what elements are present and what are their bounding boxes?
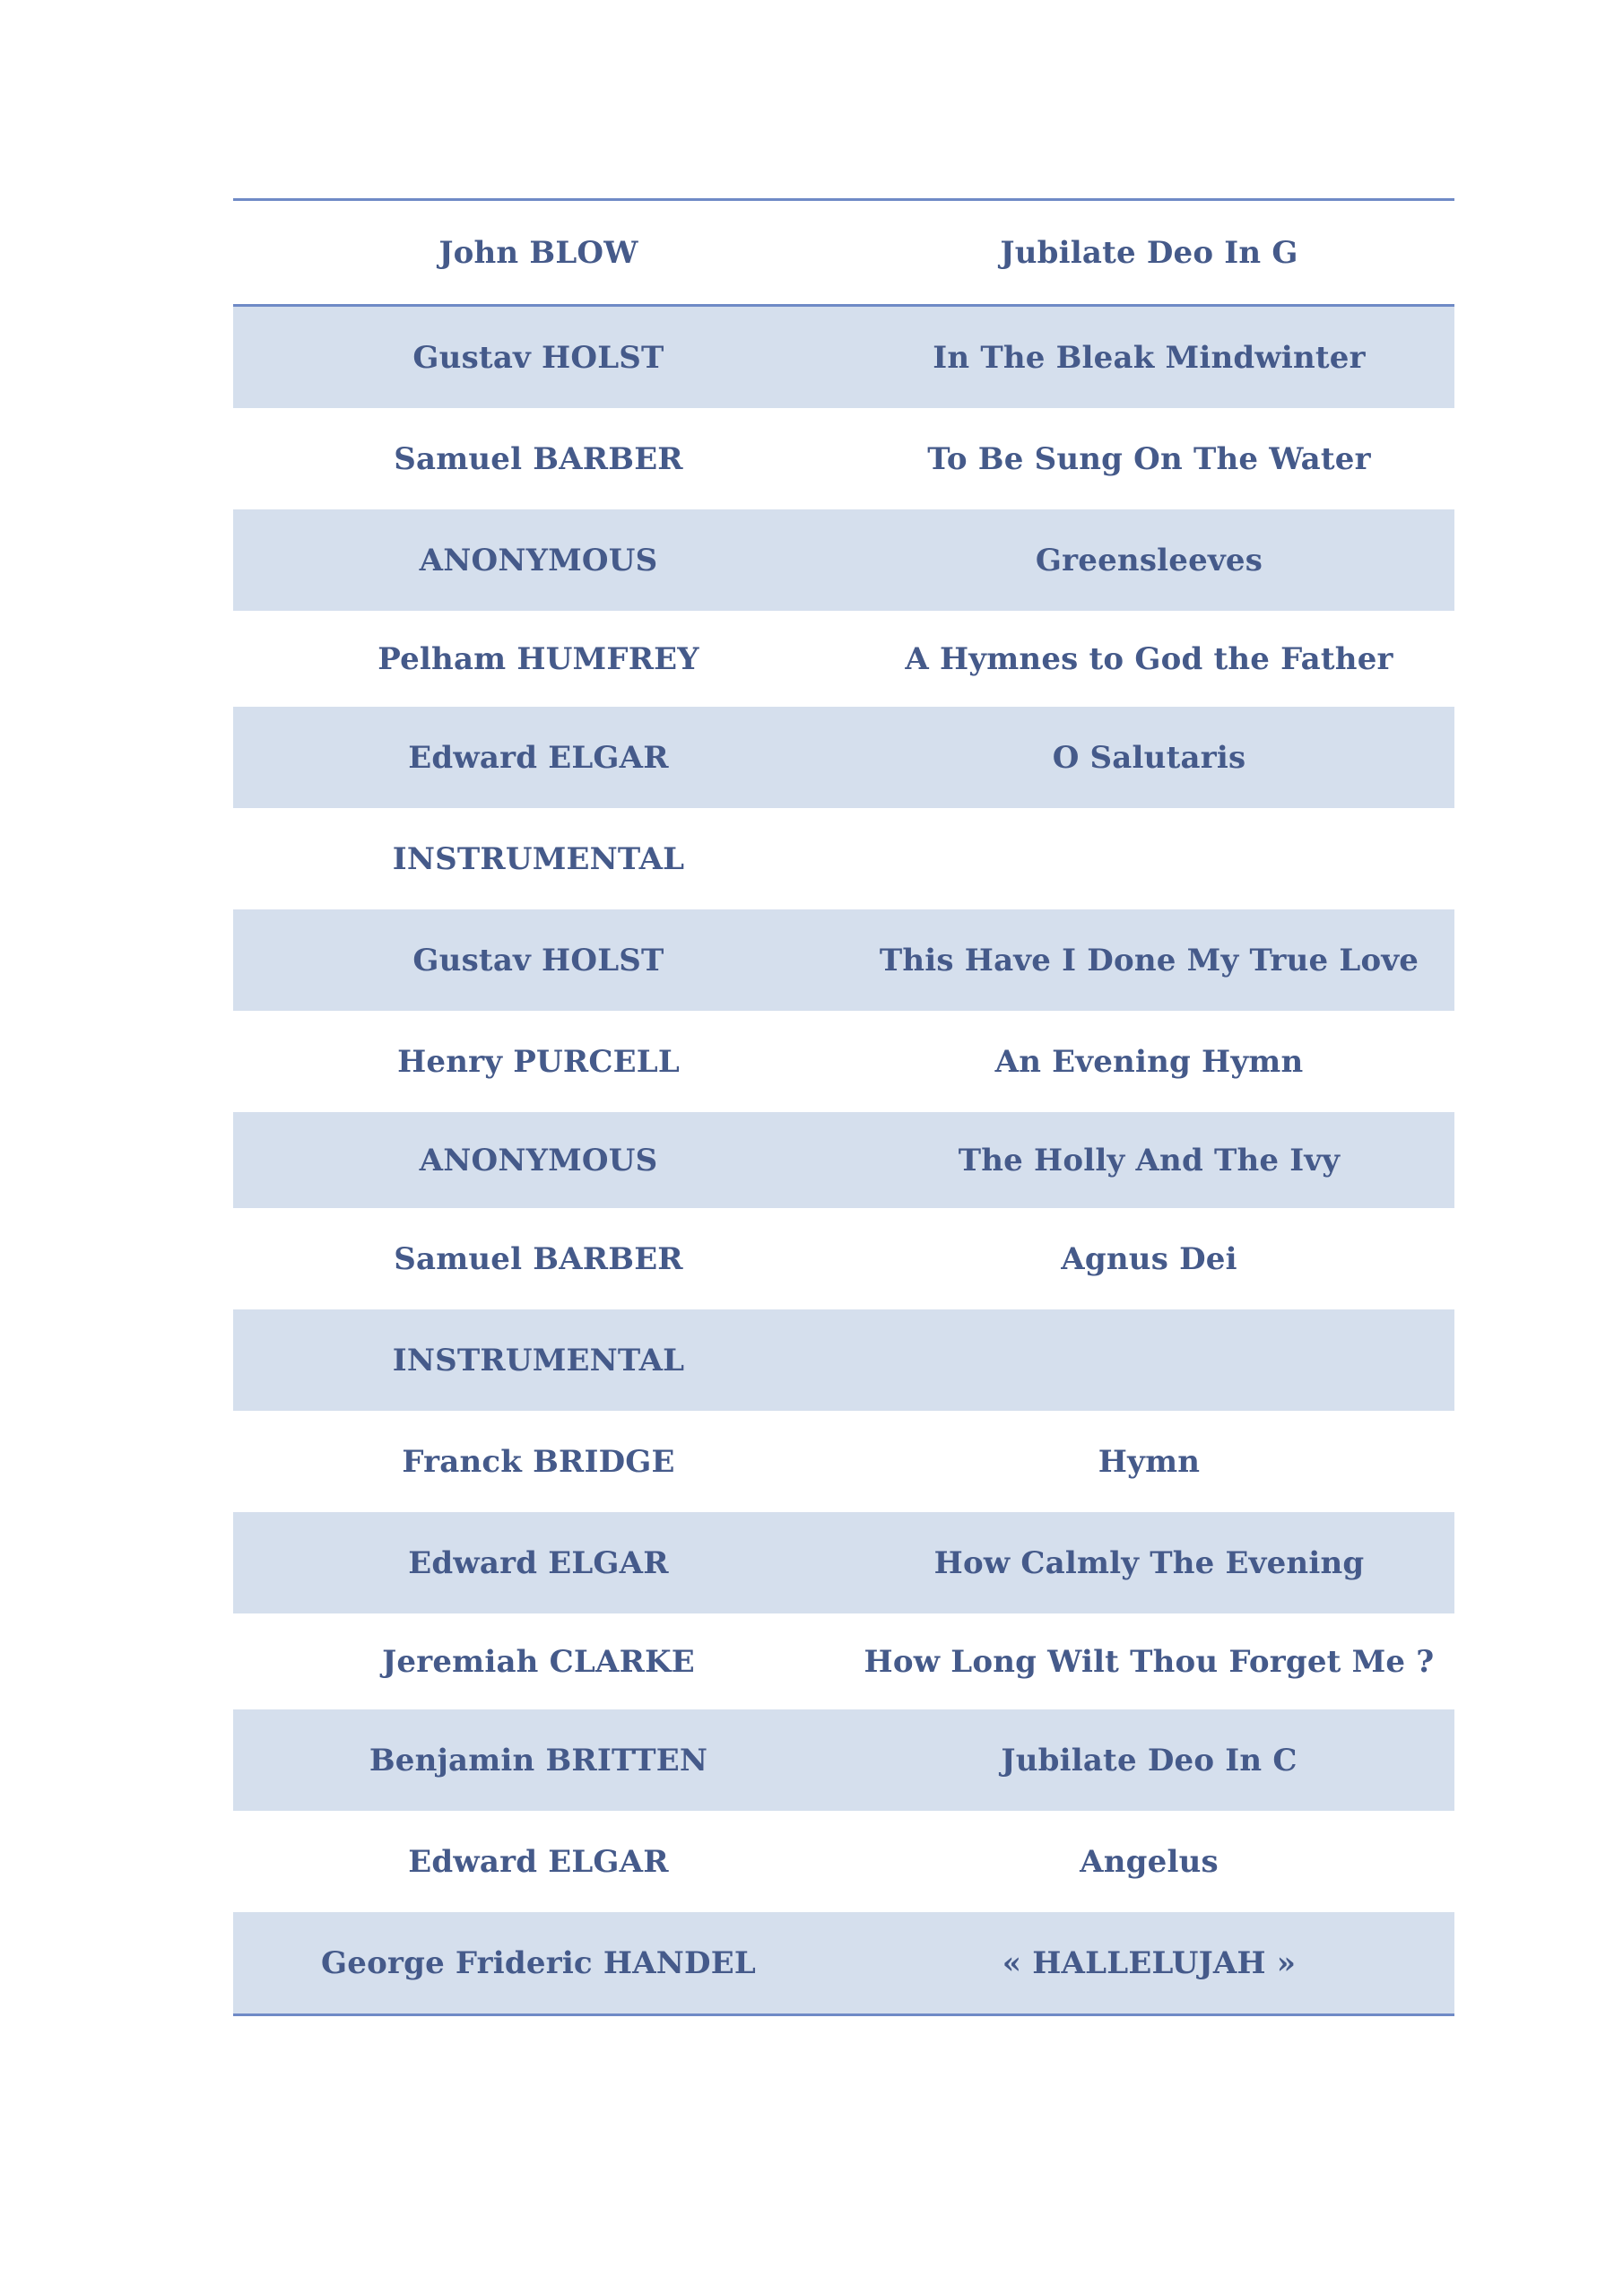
table-row (233, 1912, 1454, 2015)
table-row (233, 200, 1454, 306)
work-cell: How Calmly The Evening (844, 1512, 1454, 1613)
composer-cell: ANONYMOUS (233, 1112, 844, 1208)
work-cell (844, 808, 1454, 909)
composer-cell: ANONYMOUS (233, 509, 844, 611)
work-cell: Hymn (1098, 1443, 1201, 1480)
composer-cell: Henry PURCELL (397, 1043, 680, 1080)
table-row (233, 1011, 1454, 1112)
composer-cell: Jeremiah CLARKE (382, 1643, 695, 1680)
table-row (233, 408, 1454, 509)
table-row (233, 611, 1454, 707)
table-row (233, 1112, 1454, 1208)
work-cell: « HALLELUJAH » (844, 1912, 1454, 2015)
work-cell: A Hymnes to God the Father (905, 640, 1393, 677)
composer-cell: Edward ELGAR (408, 1843, 669, 1880)
composer-cell: Edward ELGAR (233, 1512, 844, 1613)
composer-cell: Samuel BARBER (394, 1240, 683, 1277)
table-row (233, 1208, 1454, 1309)
composer-cell: INSTRUMENTAL (392, 840, 685, 877)
composer-cell: Franck BRIDGE (402, 1443, 675, 1480)
table-row (233, 509, 1454, 611)
composer-cell: INSTRUMENTAL (233, 1309, 844, 1411)
work-cell: An Evening Hymn (994, 1043, 1304, 1080)
composer-cell: Samuel BARBER (394, 440, 683, 477)
work-cell (844, 1309, 1454, 1411)
composer-cell: Edward ELGAR (233, 707, 844, 808)
table-row (233, 808, 1454, 909)
work-cell: Greensleeves (844, 509, 1454, 611)
work-cell: Jubilate Deo In C (844, 1709, 1454, 1811)
composer-cell: Gustav HOLST (233, 909, 844, 1011)
table-row (233, 1811, 1454, 1912)
composer-cell: Benjamin BRITTEN (233, 1709, 844, 1811)
table-row (233, 1411, 1454, 1512)
program-table (233, 198, 1454, 2016)
table-row (233, 909, 1454, 1011)
work-cell: The Holly And The Ivy (844, 1112, 1454, 1208)
table-row (233, 306, 1454, 409)
work-cell: To Be Sung On The Water (927, 440, 1371, 477)
work-cell: How Long Wilt Thou Forget Me ? (864, 1643, 1435, 1680)
composer-cell: George Frideric HANDEL (233, 1912, 844, 2015)
work-cell: Jubilate Deo In G (844, 200, 1454, 306)
work-cell: In The Bleak Mindwinter (844, 306, 1454, 409)
composer-cell: Gustav HOLST (233, 306, 844, 409)
table-row (233, 707, 1454, 808)
work-cell: Agnus Dei (1061, 1240, 1237, 1277)
table-row (233, 1709, 1454, 1811)
table-row (233, 1613, 1454, 1709)
work-cell: Angelus (1080, 1843, 1219, 1880)
composer-cell: John BLOW (233, 200, 844, 306)
table-row (233, 1512, 1454, 1613)
table-row (233, 1309, 1454, 1411)
work-cell: O Salutaris (844, 707, 1454, 808)
work-cell: This Have I Done My True Love (844, 909, 1454, 1011)
composer-cell: Pelham HUMFREY (378, 640, 699, 677)
